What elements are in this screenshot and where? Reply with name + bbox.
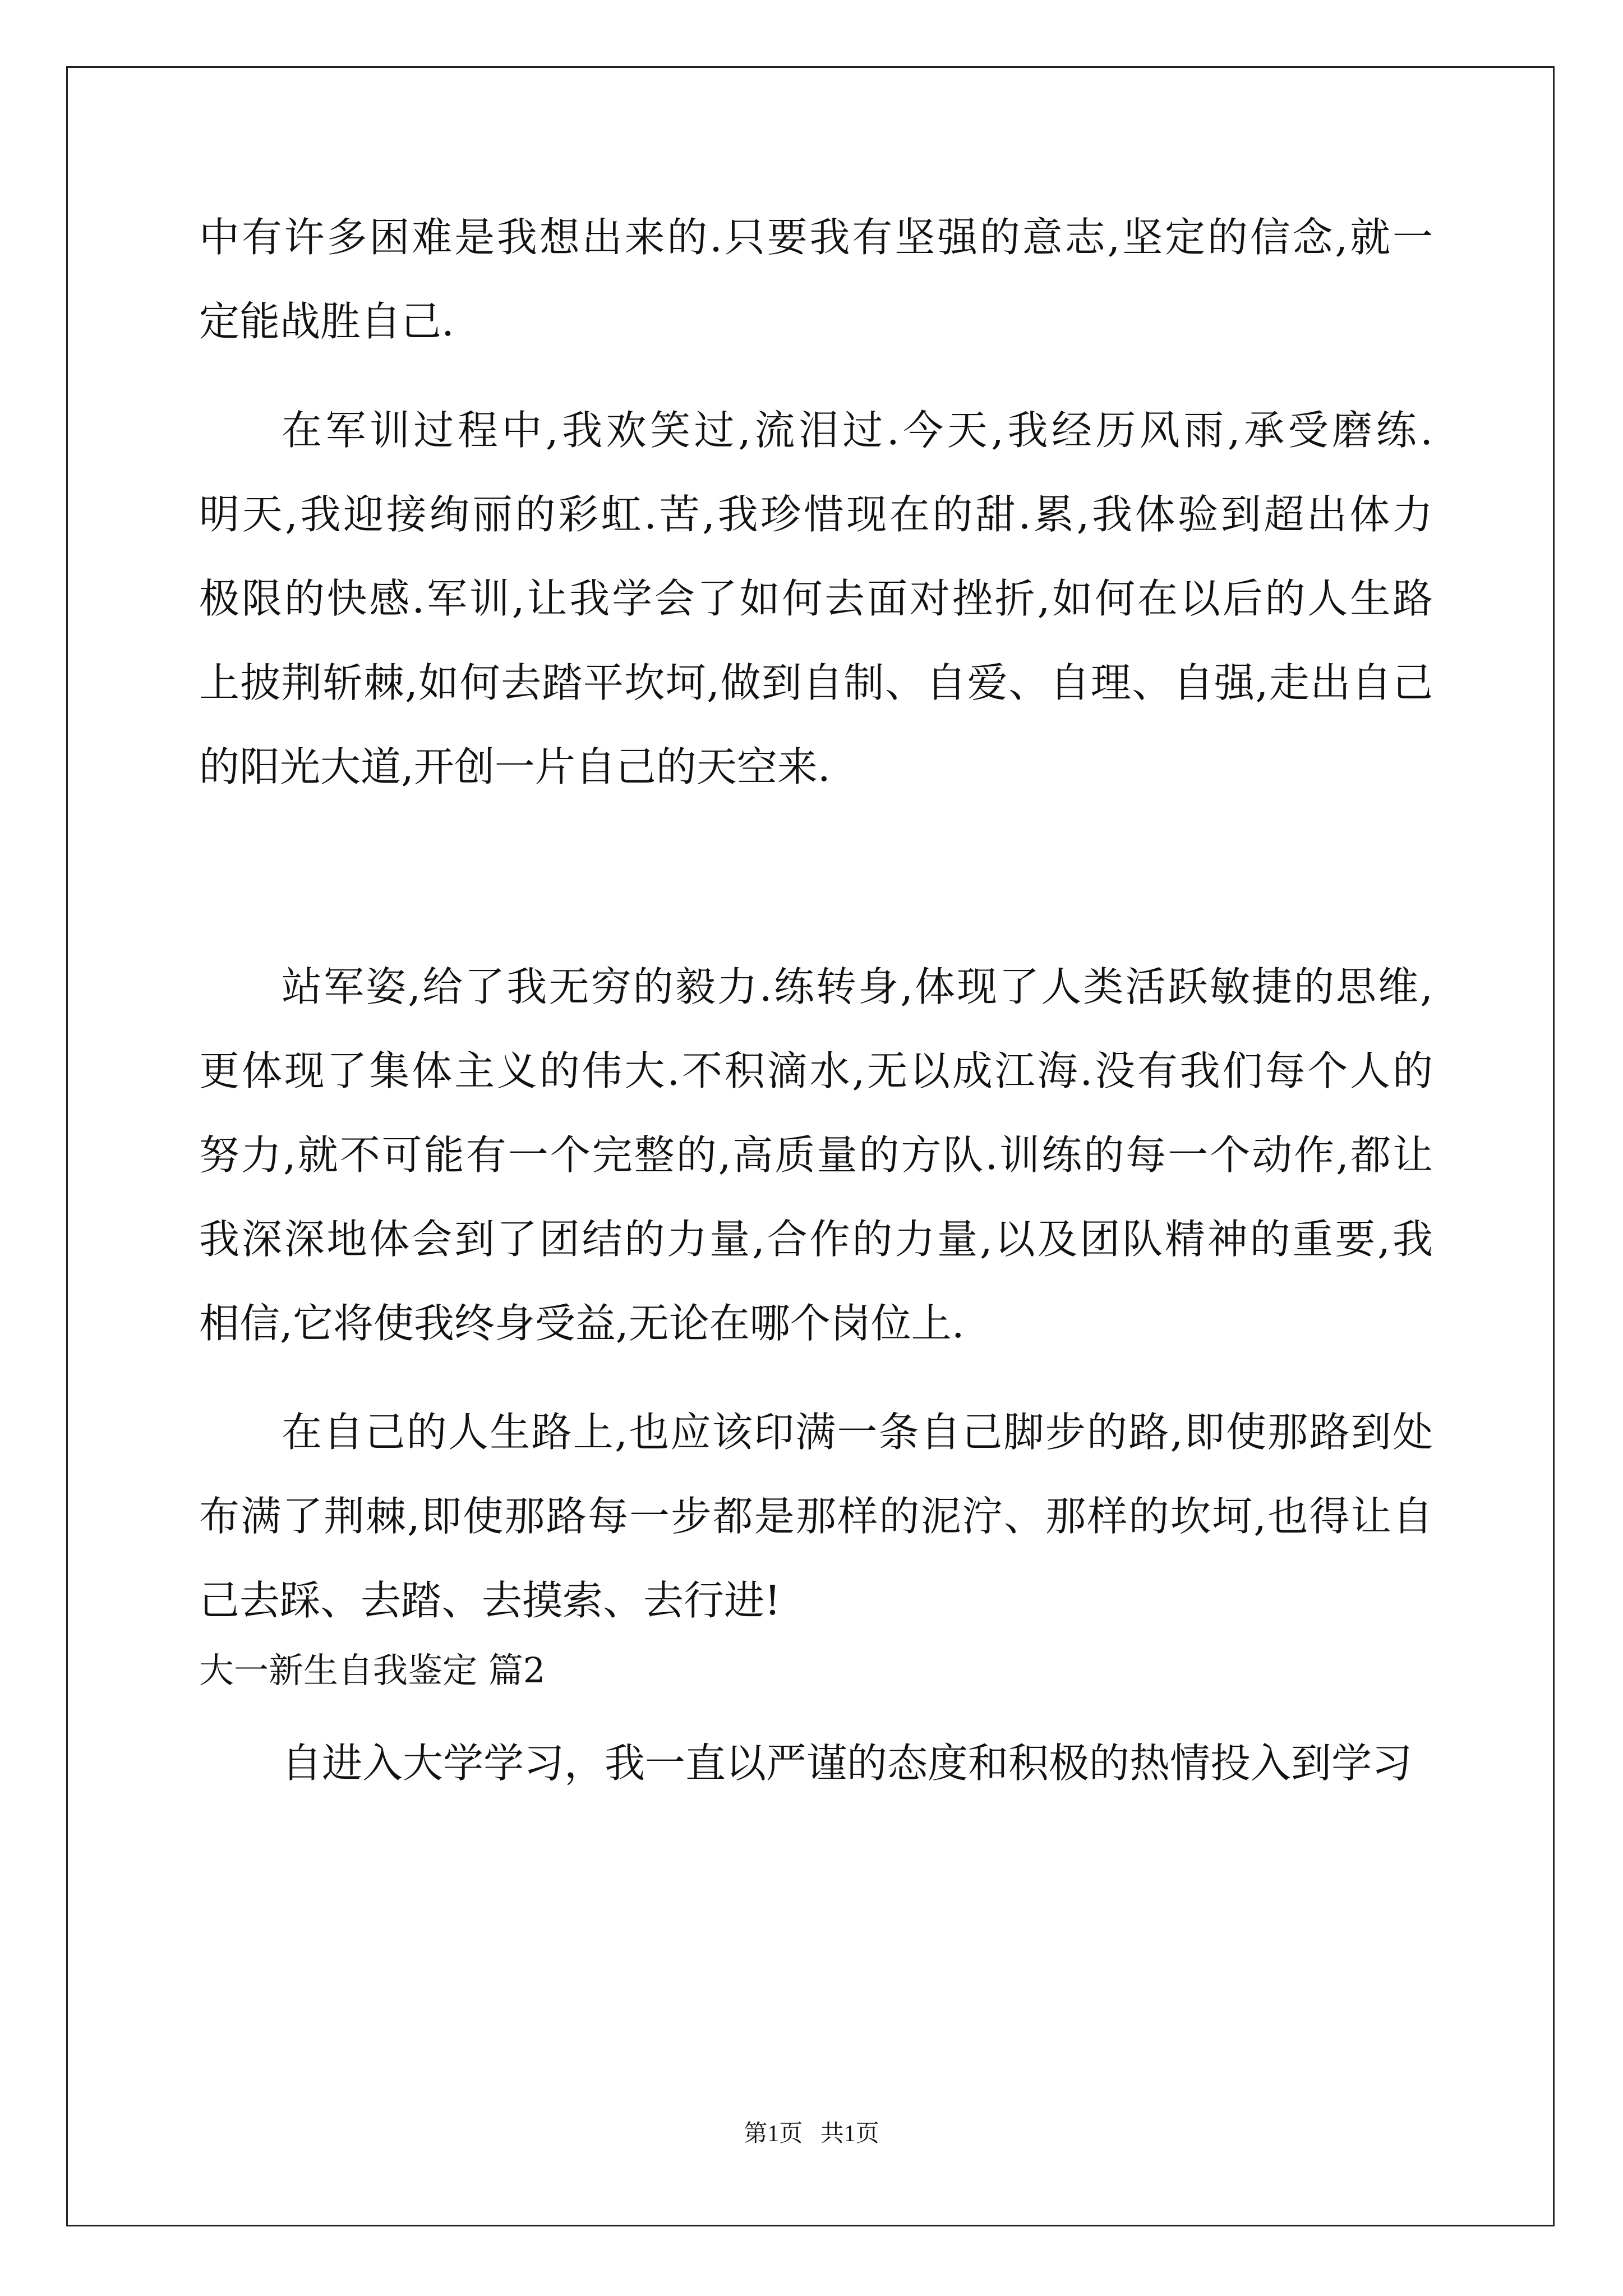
paragraph-line: 己去踩、去踏、去摸索、去行进! [199, 1577, 781, 1624]
paragraph-line: 在军训过程中,我欢笑过,流泪过.今天,我经历风雨,承受磨练. [282, 407, 1433, 454]
paragraph-line: 明天,我迎接绚丽的彩虹.苦,我珍惜现在的甜.累,我体验到超出体力 [199, 491, 1433, 538]
paragraph-line: 极限的快感.军训,让我学会了如何去面对挫折,如何在以后的人生路 [199, 575, 1433, 622]
paragraph-line: 布满了荆棘,即使那路每一步都是那样的泥泞、那样的坎坷,也得让自 [199, 1493, 1433, 1540]
paragraph-line: 定能战胜自己. [199, 298, 454, 345]
page-footer: 第1页 共1页 [744, 2121, 879, 2147]
paragraph-line: 的阳光大道,开创一片自己的天空来. [199, 743, 831, 790]
paragraph-line: 更体现了集体主义的伟大.不积滴水,无以成江海.没有我们每个人的 [199, 1047, 1433, 1094]
paragraph-line: 站军姿,给了我无穷的毅力.练转身,体现了人类活跃敏捷的思维, [282, 963, 1433, 1010]
paragraph-line: 努力,就不可能有一个完整的,高质量的方队.训练的每一个动作,都让 [199, 1131, 1433, 1179]
paragraph-line: 在自己的人生路上,也应该印满一条自己脚步的路,即使那路到处 [282, 1409, 1433, 1456]
paragraph-line: 我深深地体会到了团结的力量,合作的力量,以及团队精神的重要,我 [199, 1216, 1433, 1263]
paragraph-line: 相信,它将使我终身受益,无论在哪个岗位上. [199, 1300, 965, 1347]
paragraph-line: 上披荆斩棘,如何去踏平坎坷,做到自制、自爱、自理、自强,走出自己 [199, 659, 1433, 706]
paragraph-line: 自进入大学学习，我一直以严谨的态度和积极的热情投入到学习 [282, 1740, 1413, 1787]
section-heading: 大一新生自我鉴定 篇2 [199, 1650, 546, 1691]
paragraph-line: 中有许多困难是我想出来的.只要我有坚强的意志,坚定的信念,就一 [199, 214, 1433, 261]
